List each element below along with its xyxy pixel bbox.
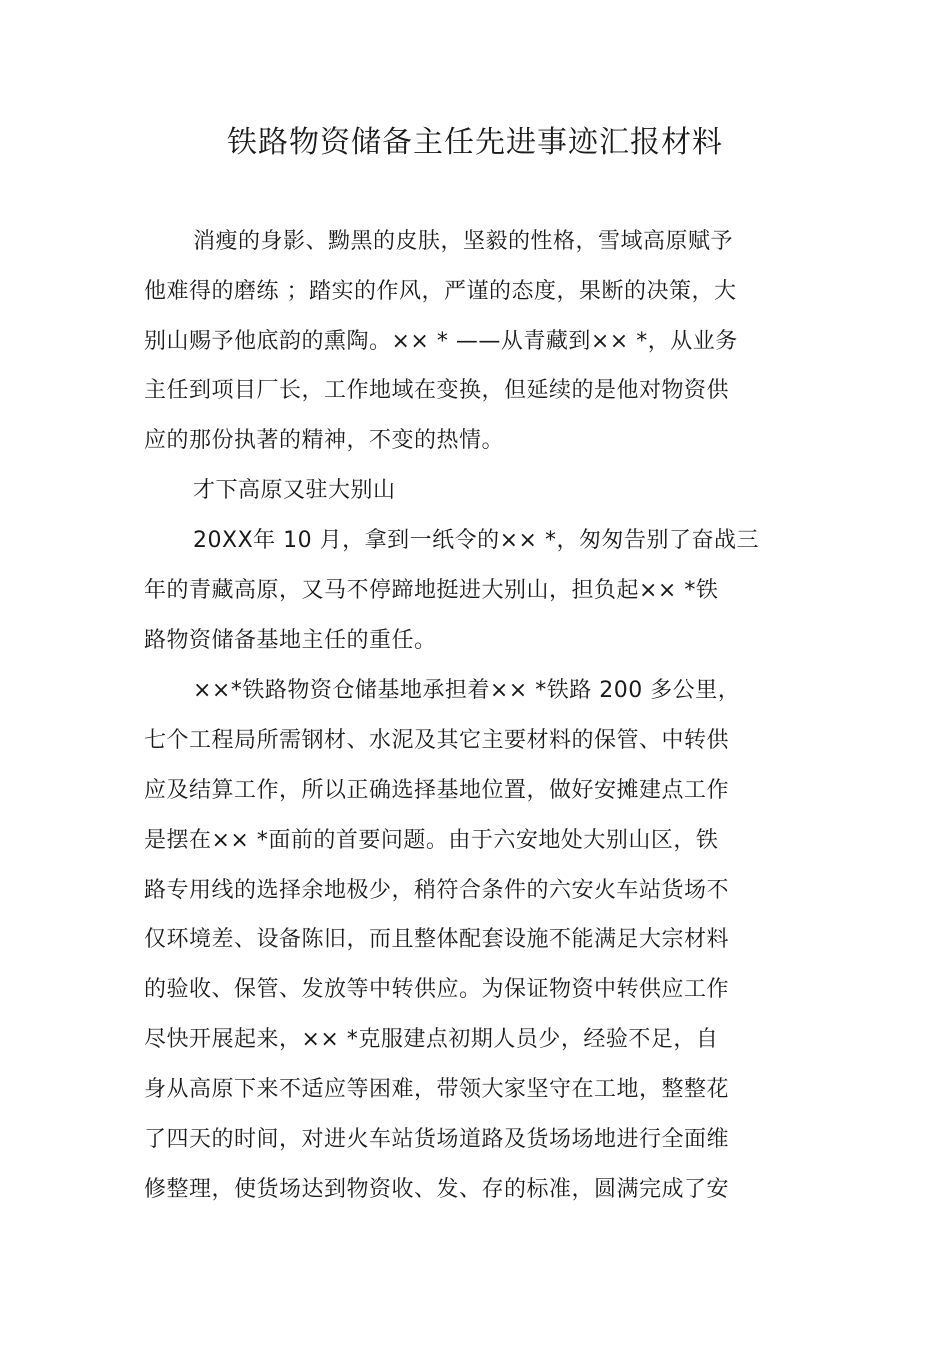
paragraph-line: 是摆在×× *面前的首要问题。由于六安地处大别山区，铁 xyxy=(144,828,719,853)
paragraph-line: 的验收、保管、发放等中转供应。为保证物资中转供应工作 xyxy=(144,977,730,1002)
paragraph-line: 路专用线的选择余地极少，稍符合条件的六安火车站货场不 xyxy=(144,878,730,903)
section-heading: 才下高原又驻大别山 xyxy=(193,478,396,503)
paragraph-line: 应及结算工作，所以正确选择基地位置，做好安摊建点工作 xyxy=(144,778,730,803)
document-title: 铁路物资储备主任先进事迹汇报材料 xyxy=(227,125,723,160)
paragraph-line: ××*铁路物资仓储基地承担着×× *铁路 200 多公里， xyxy=(193,678,741,703)
paragraph-line: 20XX年 10 月，拿到一纸令的×× *，匆匆告别了奋战三 xyxy=(193,528,759,553)
paragraph-line: 七个工程局所需钢材、水泥及其它主要材料的保管、中转供 xyxy=(144,728,730,753)
paragraph-line: 年的青藏高原，又马不停蹄地挺进大别山，担负起×× *铁 xyxy=(144,578,719,603)
paragraph-line: 消瘦的身影、黝黑的皮肤，坚毅的性格，雪域高原赋予 xyxy=(193,229,734,254)
paragraph-line: 身从高原下来不适应等困难，带领大家坚守在工地，整整花 xyxy=(144,1077,730,1102)
paragraph-line: 尽快开展起来，×× *克服建点初期人员少，经验不足，自 xyxy=(144,1027,719,1052)
paragraph-line: 路物资储备基地主任的重任。 xyxy=(144,628,437,653)
paragraph-line: 修整理，使货场达到物资收、发、存的标准，圆满完成了安 xyxy=(144,1177,730,1202)
paragraph-line: 主任到项目厂长，工作地域在变换，但延续的是他对物资供 xyxy=(144,378,730,403)
paragraph-line: 应的那份执著的精神，不变的热情。 xyxy=(144,428,505,453)
paragraph-line: 了四天的时间，对进火车站货场道路及货场场地进行全面维 xyxy=(144,1127,730,1152)
paragraph-line: 别山赐予他底韵的熏陶。×× * ——从青藏到×× *，从业务 xyxy=(144,329,738,354)
paragraph-line: 仅环境差、设备陈旧，而且整体配套设施不能满足大宗材料 xyxy=(144,927,730,952)
paragraph-line: 他难得的磨练 ；踏实的作风，严谨的态度，果断的决策，大 xyxy=(144,279,737,304)
